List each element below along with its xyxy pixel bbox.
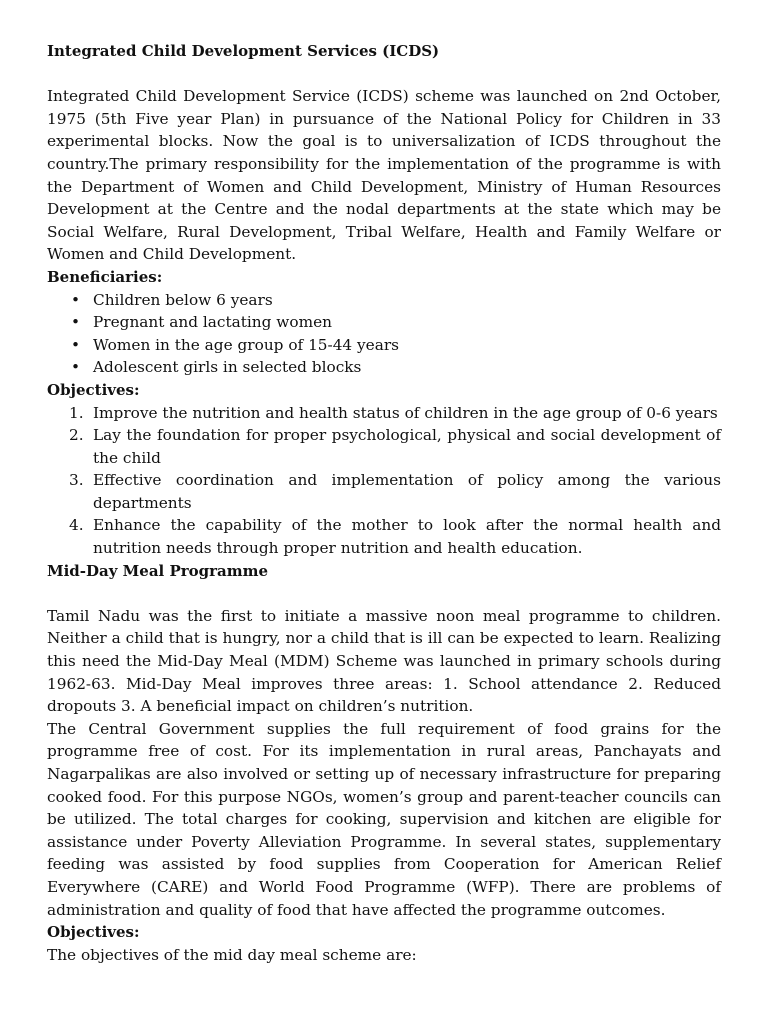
- list-text: Lay the foundation for proper psychological, physical and social development of the child: [93, 426, 721, 467]
- mdm-objectives-intro: The objectives of the mid day meal scheme are:: [47, 945, 417, 964]
- beneficiaries-list: [47, 289, 721, 379]
- list-number: 4.: [69, 516, 84, 535]
- mdm-objectives-heading: Objectives:: [47, 923, 140, 942]
- list-number: 2.: [69, 426, 84, 445]
- list-text: Improve the nutrition and health status of children in the age group of 0-6 years: [93, 403, 718, 422]
- mdm-paragraph-2: The Central Government supplies the full requirement of food grains for the programme free of cost. For its implementation in rural areas, Panchayats and Nagarpalikas are also involved or setting up of necessary infrastructure for preparing cooked food. For this purpose NGOs, women’s group and parent-teacher councils can be utilized. The total charges for cooking, supervision and kitchen are eligible for assistance under Poverty Alleviation Programme. In several states, supplementary feeding was assisted by food supplies from Cooperation for American Relief Everywhere (CARE) and World Food Programme (WFP). There are problems of administration and quality of food that have affected the programme outcomes.: [47, 719, 721, 919]
- list-text: Enhance the capability of the mother to look after the normal health and nutrition needs through proper nutrition and health education.: [93, 516, 721, 558]
- list-item: • Children below 6 years: [47, 289, 721, 312]
- list-item: • Pregnant and lactating women: [47, 311, 721, 334]
- list-number: 1.: [69, 403, 84, 422]
- icds-objectives-heading: Objectives:: [47, 380, 140, 399]
- list-item: [47, 402, 721, 425]
- list-item: [47, 514, 721, 559]
- icds-intro: Integrated Child Development Service (ICDS) scheme was launched on 2nd October, 1975 (5th Five year Plan) in pursuance of the National Policy for Children in 33 experimental blocks. Now the goal is to universalization of ICDS throughout the country.The primary responsibility for the implementation of the programme is with the Department of Women and Child Development, Ministry of Human Resources Development at the Centre and the nodal departments at the state which may be Social Welfare, Rural Development, Tribal Welfare, Health and Family Welfare or Women and Child Development.: [47, 87, 721, 264]
- list-item: [47, 469, 721, 514]
- list-text: Effective coordination and implementation of policy among the various departments: [93, 471, 721, 512]
- mdm-paragraph-1: Tamil Nadu was the first to initiate a massive noon meal programme to children. Neither a child that is hungry, nor a child that is ill can be expected to learn. Realizing this need the Mid-Day Meal (MDM) Scheme was launched in primary schools during 1962-63. Mid-Day Meal improves three areas: 1. School attendance 2. Reduced dropouts 3. A beneficial impact on children’s nutrition.: [47, 606, 721, 716]
- mdm-title: Mid-Day Meal Programme: [47, 561, 269, 580]
- icds-objectives-list: [47, 402, 721, 560]
- beneficiaries-heading: Beneficiaries:: [47, 267, 163, 286]
- list-item: • Women in the age group of 15-44 years: [47, 334, 721, 357]
- icds-title: Integrated Child Development Services (ICDS): [47, 42, 440, 60]
- list-item: • Adolescent girls in selected blocks: [47, 356, 721, 379]
- list-item: [47, 424, 721, 469]
- list-number: 3.: [69, 471, 84, 490]
